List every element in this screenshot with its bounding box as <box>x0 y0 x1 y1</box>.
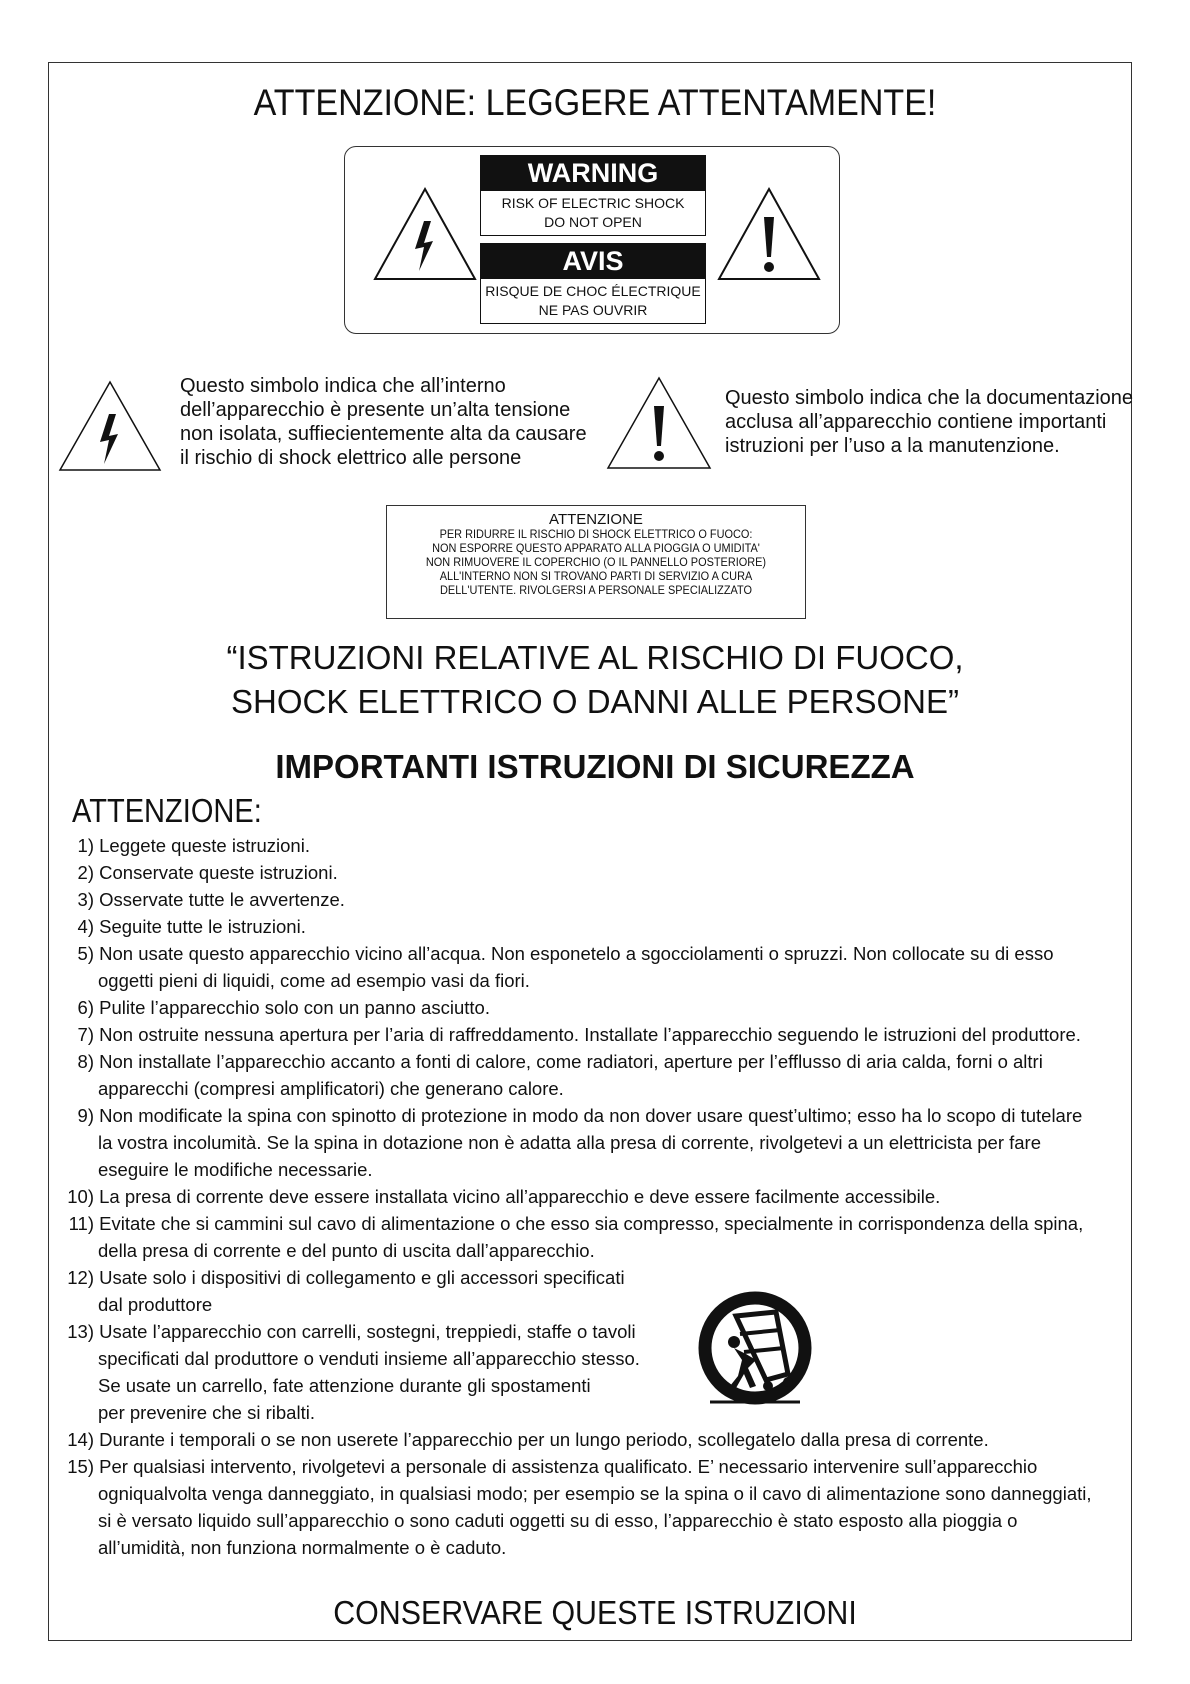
item-text: Pulite l’apparecchio solo con un panno asciutto. <box>99 997 490 1018</box>
caution-line: DELL'UTENTE. RIVOLGERSI A PERSONALE SPECIALIZZATO <box>440 585 752 597</box>
item-text: all’umidità, non funziona normalmente o è caduto. <box>98 1537 507 1558</box>
item-text: Conservate queste istruzioni. <box>99 862 338 883</box>
item-number: 13) <box>67 1321 94 1342</box>
item-number: 1) <box>77 835 94 856</box>
caution-line: NON RIMUOVERE IL COPERCHIO (O IL PANNELLO POSTERIORE) <box>425 557 767 569</box>
caution-title: ATTENZIONE <box>549 511 643 528</box>
item-number: 12) <box>67 1267 94 1288</box>
item-text: Usate l’apparecchio con carrelli, sostegni, treppiedi, staffe o tavoli <box>99 1321 636 1342</box>
avis-line: NE PAS OUVRIR <box>538 302 648 318</box>
item-text: dal produttore <box>98 1294 213 1315</box>
item-text: Se usate un carrello, fate attenzione durante gli spostamenti <box>98 1375 591 1396</box>
item-text: si è versato liquido sull’apparecchio o sono caduti oggetti su di esso, l’apparecchio è stato esposto alla pioggia o <box>98 1510 1018 1531</box>
item-text: Seguite tutte le istruzioni. <box>99 916 306 937</box>
item-text: La presa di corrente deve essere installata vicino all’apparecchio e deve essere facilmente accessibile. <box>99 1186 941 1207</box>
item-text: per prevenire che si ribalti. <box>98 1402 315 1423</box>
list-item <box>58 1183 1118 1210</box>
item-text: la vostra incolumità. Se la spina in dotazione non è adatta alla presa di corrente, rivolgetevi a un elettricista per fare <box>98 1132 1042 1153</box>
item-number: 4) <box>77 916 94 937</box>
cart-tip-over-icon <box>696 1290 814 1414</box>
item-number: 9) <box>77 1105 94 1126</box>
footer-text: CONSERVARE QUESTE ISTRUZIONI <box>333 1594 857 1631</box>
item-number: 11) <box>68 1213 94 1234</box>
caution-line: NON ESPORRE QUESTO APPARATO ALLA PIOGGIA O UMIDITA' <box>432 543 760 555</box>
list-item <box>68 1102 1128 1183</box>
item-text: Osservate tutte le avvertenze. <box>99 889 345 910</box>
item-text: Evitate che si cammini sul cavo di alimentazione o che esso sia compresso, specialmente in corrispondenza della spina, <box>99 1213 1084 1234</box>
list-item <box>68 859 1128 886</box>
item-text: ogniqualvolta venga danneggiato, in qualsiasi modo; per esempio se la spina o il cavo di alimentazione sono danneggiati, <box>98 1483 1092 1504</box>
caution-line: ALL'INTERNO NON SI TROVANO PARTI DI SERVIZIO A CURA <box>439 571 753 583</box>
caution-box <box>386 505 806 619</box>
item-text: Durante i temporali o se non userete l’apparecchio per un lungo periodo, scollegatelo dalla presa di corrente. <box>99 1429 989 1450</box>
text-line: il rischio di shock elettrico alle persone <box>180 447 522 469</box>
page-title: ATTENZIONE: LEGGERE ATTENTAMENTE! <box>253 82 937 123</box>
list-item <box>68 832 1128 859</box>
item-text: Usate solo i dispositivi di collegamento e gli accessori specificati <box>99 1267 625 1288</box>
item-text: apparecchi (compresi amplificatori) che generano calore. <box>98 1078 564 1099</box>
exclamation-icon <box>604 374 714 474</box>
attention-label: ATTENZIONE: <box>72 792 262 829</box>
list-item <box>58 1318 678 1426</box>
list-item <box>68 1048 1128 1102</box>
item-text: Per qualsiasi intervento, rivolgetevi a personale di assistenza qualificato. E’ necessario intervenire sull’apparecchio <box>99 1456 1038 1477</box>
quote-heading-line: SHOCK ELETTRICO O DANNI ALLE PERSONE” <box>231 683 959 720</box>
item-number: 7) <box>77 1024 94 1045</box>
text-line: acclusa all’apparecchio contiene importanti <box>725 411 1107 433</box>
list-item <box>58 1264 678 1318</box>
high-voltage-icon <box>371 185 479 285</box>
high-voltage-icon <box>56 378 164 476</box>
item-number: 5) <box>77 943 94 964</box>
warning-block <box>480 155 706 324</box>
list-item <box>68 940 1128 994</box>
list-item <box>68 1021 1128 1048</box>
list-item <box>58 1453 1118 1561</box>
list-item <box>68 886 1128 913</box>
avis-line: RISQUE DE CHOC ÉLECTRIQUE <box>485 283 701 299</box>
voltage-symbol-description <box>180 374 587 470</box>
item-text: oggetti pieni di liquidi, come ad esempio vasi da fiori. <box>98 970 530 991</box>
list-item <box>58 1210 1118 1264</box>
item-text: della presa di corrente e del punto di uscita dall’apparecchio. <box>98 1240 595 1261</box>
text-line: Questo simbolo indica che all’interno <box>180 375 506 397</box>
warning-line: DO NOT OPEN <box>544 214 642 230</box>
item-text: Non ostruite nessuna apertura per l’aria di raffreddamento. Installate l’apparecchio seguendo le istruzioni del produttore. <box>99 1024 1081 1045</box>
warning-header: WARNING <box>480 155 706 191</box>
text-line: Questo simbolo indica che la documentazione <box>725 387 1134 409</box>
item-text: Leggete queste istruzioni. <box>99 835 310 856</box>
list-item <box>68 994 1128 1021</box>
item-text: eseguire le modifiche necessarie. <box>98 1159 373 1180</box>
important-heading: IMPORTANTI ISTRUZIONI DI SICUREZZA <box>275 748 915 785</box>
item-number: 14) <box>67 1429 94 1450</box>
avis-header: AVIS <box>480 243 706 279</box>
item-text: Non usate questo apparecchio vicino all’acqua. Non esponetelo a sgocciolamenti o spruzzi. Non collocate su di esso <box>99 943 1054 964</box>
caution-line: PER RIDURRE IL RISCHIO DI SHOCK ELETTRICO O FUOCO: <box>439 529 753 541</box>
list-item <box>68 913 1128 940</box>
warning-text <box>480 191 706 236</box>
item-number: 10) <box>67 1186 94 1207</box>
item-number: 2) <box>77 862 94 883</box>
item-text: Non installate l’apparecchio accanto a fonti di calore, come radiatori, aperture per l’efflusso di aria calda, forni o altri <box>99 1051 1043 1072</box>
list-item <box>58 1426 1118 1453</box>
avis-text <box>480 279 706 324</box>
item-number: 8) <box>77 1051 94 1072</box>
warning-line: RISK OF ELECTRIC SHOCK <box>501 195 685 211</box>
docs-symbol-description <box>725 386 1133 458</box>
item-text: specificati dal produttore o venduti insieme all’apparecchio stesso. <box>98 1348 640 1369</box>
text-line: istruzioni per l’uso a la manutenzione. <box>725 435 1060 457</box>
text-line: non isolata, suffiecientemente alta da causare <box>180 423 587 445</box>
quote-heading-line: “ISTRUZIONI RELATIVE AL RISCHIO DI FUOCO, <box>226 639 964 676</box>
exclamation-icon <box>715 185 823 285</box>
text-line: dell’apparecchio è presente un’alta tensione <box>180 399 571 421</box>
item-number: 3) <box>77 889 94 910</box>
item-number: 6) <box>77 997 94 1018</box>
item-text: Non modificate la spina con spinotto di protezione in modo da non dover usare quest’ultimo; esso ha lo scopo di tutelare <box>99 1105 1083 1126</box>
warning-label-box <box>344 146 840 334</box>
item-number: 15) <box>67 1456 94 1477</box>
